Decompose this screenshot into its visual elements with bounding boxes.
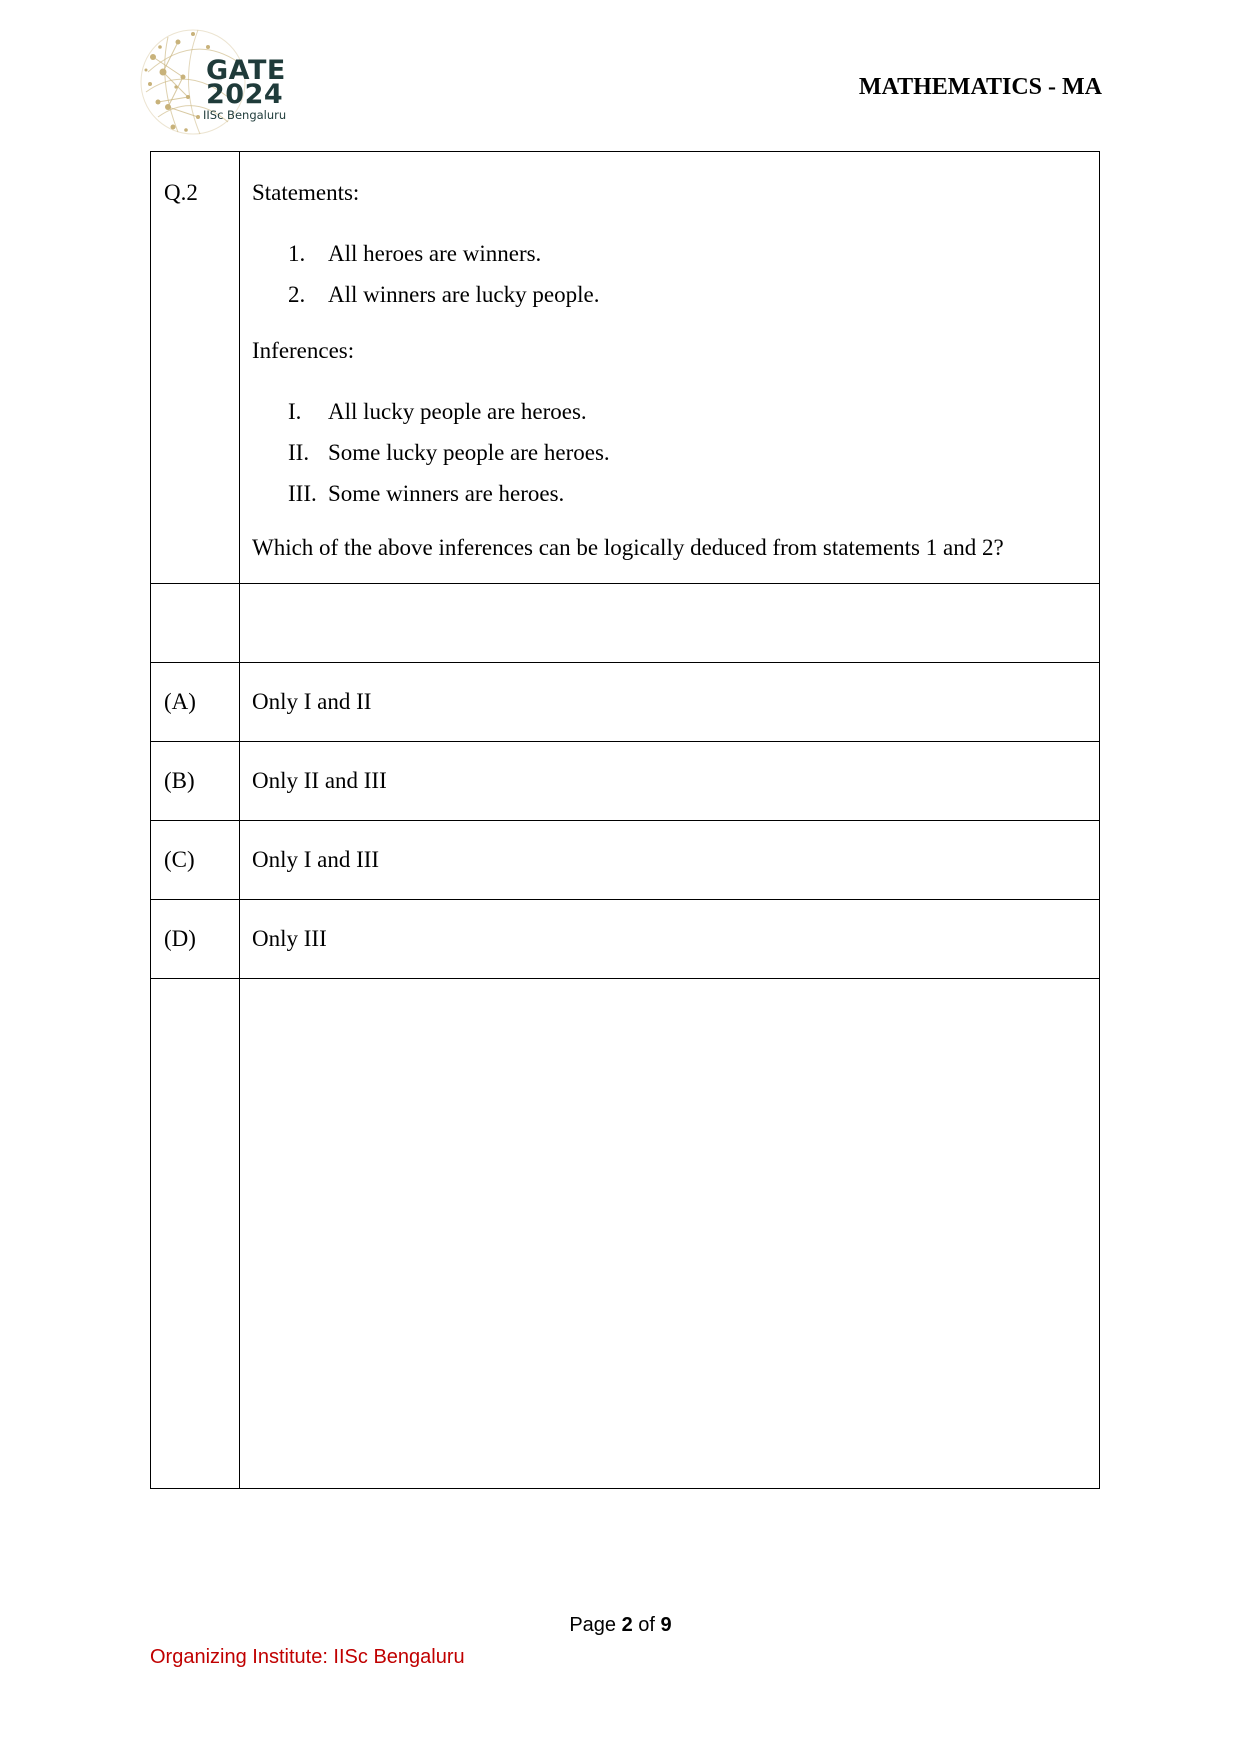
question-number: Q.2	[164, 180, 198, 205]
statement-item	[288, 241, 1087, 267]
option-text: Only II and III	[252, 768, 387, 793]
option-text: Only I and II	[252, 689, 372, 714]
statements-heading: Statements:	[252, 180, 360, 205]
option-text-cell	[240, 821, 1100, 900]
inferences-heading: Inferences:	[252, 338, 355, 363]
page-mid: of	[632, 1614, 661, 1636]
option-label-cell	[151, 663, 240, 742]
inference-item	[288, 440, 1087, 466]
option-text-cell	[240, 742, 1100, 821]
blank-cell-left	[151, 979, 240, 1489]
inference-number: I.	[288, 399, 302, 424]
option-text-cell	[240, 900, 1100, 979]
question-row	[151, 152, 1100, 584]
question-number-cell	[151, 152, 240, 584]
subject-title: MATHEMATICS - MA	[858, 74, 1102, 100]
question-prompt: Which of the above inferences can be logically deduced from statements 1 and 2?	[252, 535, 1004, 560]
option-label: (D)	[164, 926, 196, 951]
inferences-list	[288, 399, 1087, 507]
statements-list	[288, 241, 1087, 308]
spacer-cell-left	[151, 584, 240, 663]
statement-text: All heroes are winners.	[328, 241, 542, 266]
option-label: (A)	[164, 689, 196, 714]
question-table	[150, 151, 1100, 1489]
blank-cell-right	[240, 979, 1100, 1489]
statement-item	[288, 282, 1087, 308]
gate-2024-logo	[138, 22, 298, 140]
inference-text: All lucky people are heroes.	[328, 399, 587, 424]
inference-text: Some lucky people are heroes.	[328, 440, 610, 465]
option-label: (B)	[164, 768, 195, 793]
page-number	[0, 1614, 1241, 1637]
statement-number: 1.	[288, 241, 306, 266]
question-body-cell	[240, 152, 1100, 584]
option-label-cell	[151, 742, 240, 821]
option-row-d	[151, 900, 1100, 979]
option-text: Only I and III	[252, 847, 380, 872]
option-row-a	[151, 663, 1100, 742]
organizing-institute: Organizing Institute: IISc Bengaluru	[150, 1646, 465, 1668]
option-row-c	[151, 821, 1100, 900]
inference-text: Some winners are heroes.	[328, 481, 565, 506]
blank-work-row	[151, 979, 1100, 1489]
inference-number: II.	[288, 440, 310, 465]
inference-item	[288, 481, 1087, 507]
inference-number: III.	[288, 481, 317, 506]
option-label-cell	[151, 900, 240, 979]
option-label: (C)	[164, 847, 195, 872]
page-total: 9	[660, 1614, 672, 1636]
statement-text: All winners are lucky people.	[328, 282, 600, 307]
option-text-cell	[240, 663, 1100, 742]
page-prefix: Page	[569, 1614, 622, 1636]
logo-year: 2024	[206, 79, 284, 110]
option-text: Only III	[252, 926, 327, 951]
page-current: 2	[621, 1614, 633, 1636]
logo-institute: IISc Bengaluru	[203, 108, 287, 122]
statement-number: 2.	[288, 282, 306, 307]
inference-item	[288, 399, 1087, 425]
spacer-cell-right	[240, 584, 1100, 663]
option-row-b	[151, 742, 1100, 821]
spacer-row	[151, 584, 1100, 663]
logo-title: GATE	[206, 55, 286, 86]
option-label-cell	[151, 821, 240, 900]
